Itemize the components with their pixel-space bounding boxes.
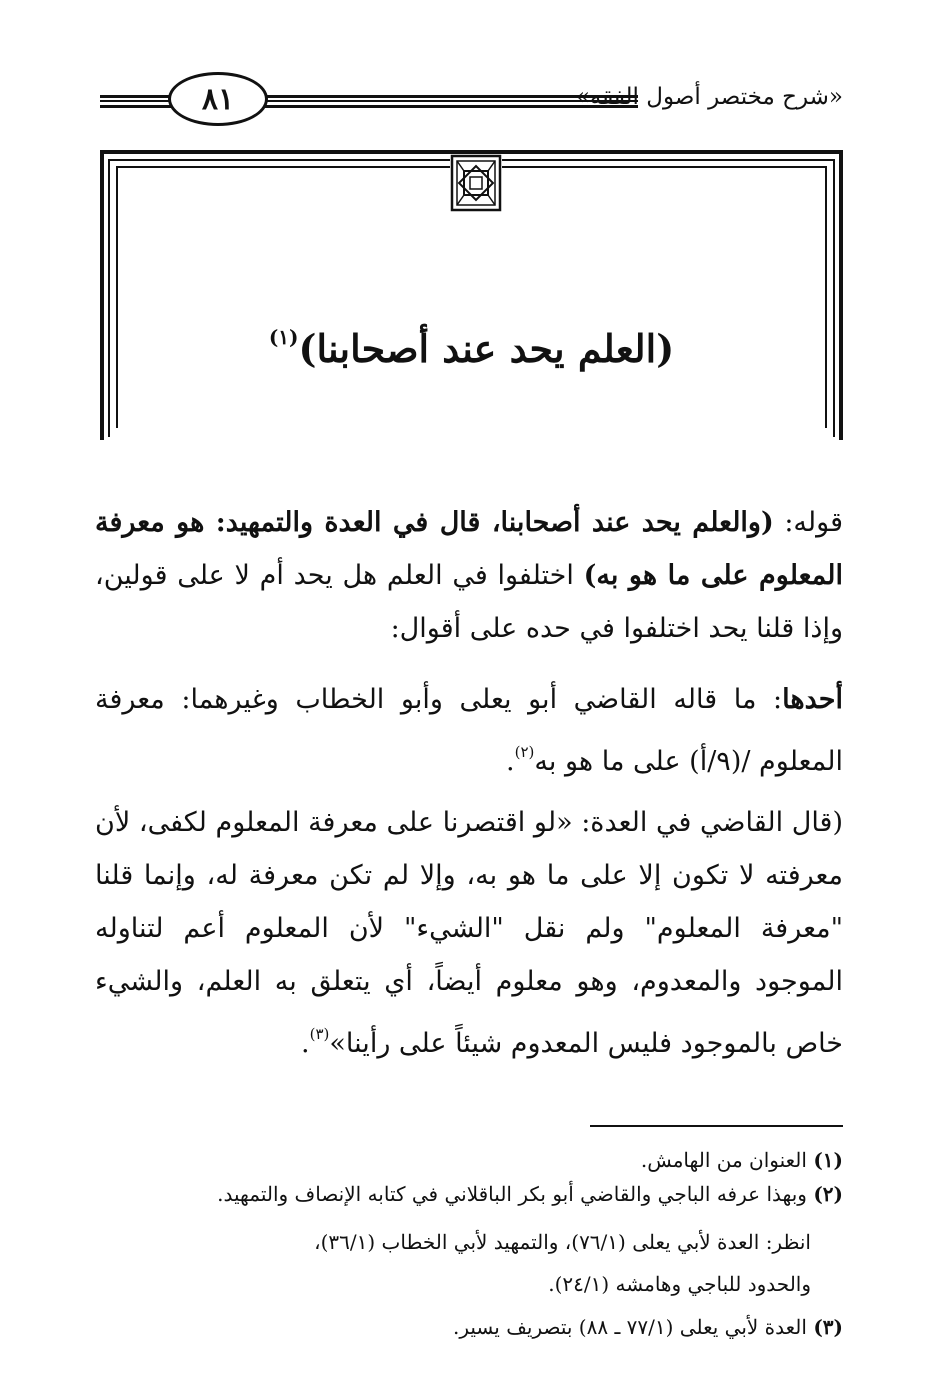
p3-text: (قال القاضي في العدة: «لو اقتصرنا على معرفة المعلوم لكفى، لأن معرفته لا تكون إلا على ما هو به، وإلا لم تكن معرفة له، وإنما قلنا "معرفة المعلوم" ولم نقل "الشيء" لأن المعلوم أعم لتناوله الموجود والمعدوم، وهو معلوم أيضاً، أي يتعلق به العلم، والشيء خاص بالموجود فليس المعدوم شيئاً على رأينا» — [95, 807, 844, 1059]
footnote-text: والحدود للباجي وهامشه (٢٤/١). — [548, 1272, 811, 1296]
footnote-text: العدة لأبي يعلى (٧٧/١ ـ ٨٨) بتصريف يسير. — [453, 1315, 807, 1339]
star-ornament-icon — [450, 154, 502, 212]
p2-end: . — [506, 746, 515, 777]
footnote-number: (١) — [813, 1148, 843, 1172]
footnote-1 — [95, 1144, 843, 1177]
paragraph-2 — [95, 673, 843, 788]
paragraph-1 — [95, 496, 843, 655]
page-number-oval — [168, 72, 268, 126]
footnote-separator — [590, 1125, 843, 1127]
footnote-3 — [95, 1311, 843, 1344]
page-number: ٨١ — [201, 81, 235, 117]
p3-footnote-ref: (٣) — [309, 1025, 330, 1043]
chapter-title-footnote-ref: (١) — [268, 325, 299, 349]
footnote-2-line-2 — [95, 1226, 811, 1259]
footnote-2-line-3 — [95, 1268, 811, 1301]
p2-text: : ما قاله القاضي أبو يعلى وأبو الخطاب وغيرهما: معرفة المعلوم /(٩/أ) على ما هو به — [95, 684, 843, 777]
paragraph-3 — [95, 796, 843, 1070]
p2-bold-lead: أحدها — [782, 684, 843, 715]
page-header — [0, 70, 941, 140]
chapter-title — [100, 325, 843, 371]
chapter-title-text: (العلم يحد عند أصحابنا) — [298, 326, 675, 371]
p1-rest: اختلفوا في العلم هل يحد أم لا على قولين، وإذا قلنا يحد اختلفوا في حده على أقوال: — [95, 560, 843, 644]
footnote-number: (٣) — [813, 1315, 843, 1339]
p1-lead: قوله: — [773, 507, 843, 538]
running-head: «شرح مختصر أصول الفقه» — [575, 84, 843, 110]
p3-end: . — [301, 1028, 310, 1059]
title-frame — [100, 150, 843, 445]
p1-bold-quote: (والعلم يحد عند أصحابنا، قال في العدة والتمهيد: هو معرفة المعلوم على ما هو به) — [95, 507, 844, 591]
footnote-number: (٢) — [813, 1182, 843, 1206]
footnote-text: وبهذا عرفه الباجي والقاضي أبو بكر الباقلاني في كتابه الإنصاف والتمهيد. — [217, 1182, 807, 1206]
header-rule-left — [100, 95, 178, 107]
footnote-text: العنوان من الهامش. — [640, 1148, 807, 1172]
p2-footnote-ref: (٢) — [514, 743, 535, 761]
footnote-text: انظر: العدة لأبي يعلى (٧٦/١)، والتمهيد لأبي الخطاب (٣٦/١)، — [314, 1230, 811, 1254]
footnote-2 — [95, 1178, 843, 1211]
